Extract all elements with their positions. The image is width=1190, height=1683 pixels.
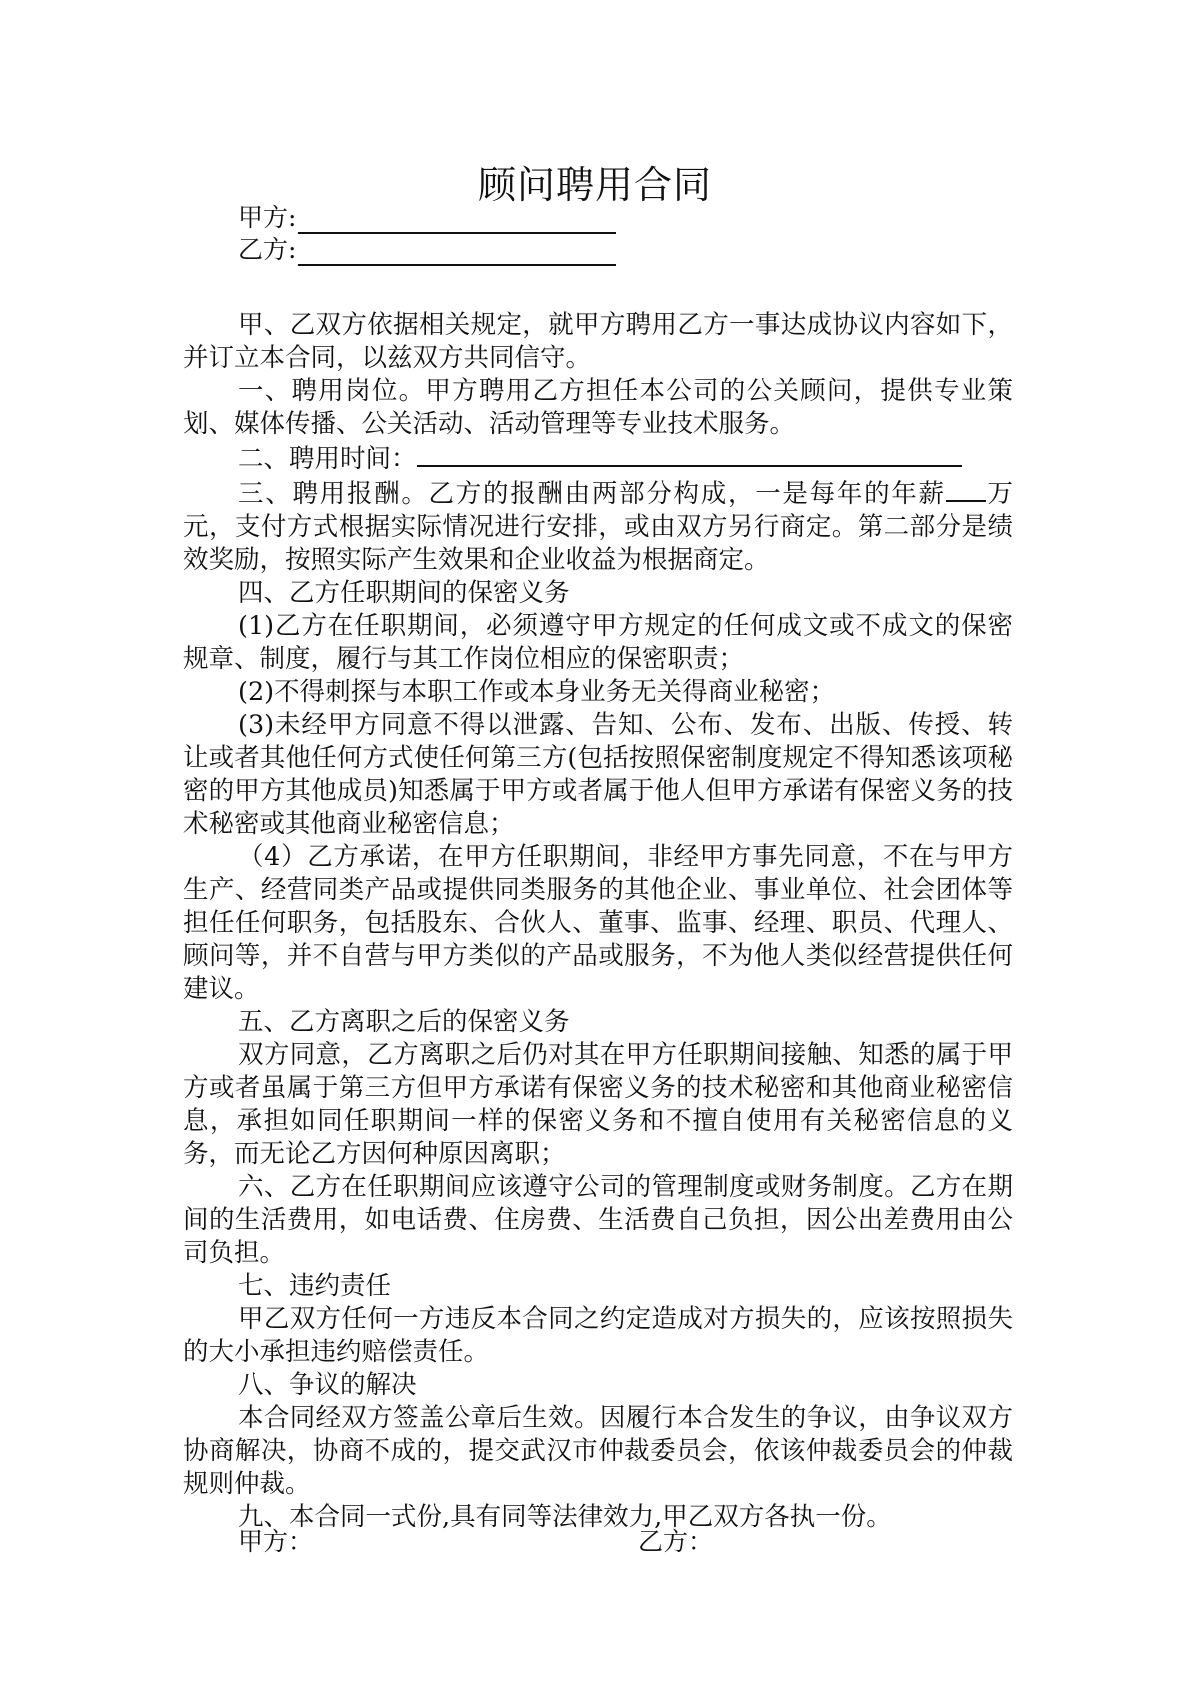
paragraph-intro: 甲、乙双方依据相关规定，就甲方聘用乙方一事达成协议内容如下，并订立本合同，以兹双方共同信守。	[183, 310, 1013, 373]
paragraph-dispute: 本合同经双方签盖公章后生效。因履行本合发生的争议，由争议双方协商解决，协商不成的，提交武汉市仲裁委员会，依该仲裁委员会的仲裁规则仲裁。	[183, 1403, 1013, 1499]
party-b-line	[238, 233, 616, 266]
paragraph-rules: 六、乙方在任职期间应该遵守公司的管理制度或财务制度。乙方在期间的生活费用，如电话费、住房费、生活费自己负担，因公出差费用由公司负担。	[183, 1172, 1013, 1268]
paragraph-liability: 甲乙双方任何一方违反本合同之约定造成对方损失的，应该按照损失的大小承担违约赔偿责任。	[183, 1304, 1013, 1367]
paragraph-confidentiality-4: （4）乙方承诺，在甲方任职期间，非经甲方事先同意，不在与甲方生产、经营同类产品或提供同类服务的其他企业、事业单位、社会团体等担任任何职务，包括股东、合伙人、董事、监事、经理、职员、代理人、顾问等，并不自营与甲方类似的产品或服务，不为他人类似经营提供任何建议。	[183, 842, 1013, 1004]
signature-party-b: 乙方：	[638, 1527, 714, 1556]
party-b-blank	[298, 238, 616, 266]
paragraph-compensation	[183, 476, 1013, 577]
document-title: 顾问聘用合同	[477, 163, 712, 207]
party-a-blank	[298, 206, 616, 234]
paragraph-confidentiality-3: (3)未经甲方同意不得以泄露、告知、公布、发布、出版、传授、转让或者其他任何方式使任何第三方(包括按照保密制度规定不得知悉该项秘密的甲方其他成员)知悉属于甲方或者属于他人但甲方承诺有保密义务的技术秘密或其他商业秘密信息；	[183, 710, 1013, 839]
compensation-text-pre: 三、聘用报酬。乙方的报酬由两部分构成，一是每年的年薪	[238, 479, 946, 509]
contract-body	[183, 309, 1013, 1534]
compensation-text-post: 万元，支付方式根据实际情况进行安排，或由双方另行商定。第二部分是绩效奖励，按照实际产生效果和企业收益为根据商定。	[183, 479, 1013, 575]
paragraph-term	[183, 441, 1013, 476]
paragraph-post-employment: 双方同意，乙方离职之后仍对其在甲方任职期间接触、知悉的属于甲方或者虽属于第三方但甲方承诺有保密义务的技术秘密和其他商业秘密信息，承担如同任职期间一样的保密义务和不擅自使用有关秘密信息的义务，而无论乙方因何种原因离职；	[183, 1040, 1013, 1169]
term-label: 二、聘用时间：	[238, 444, 417, 474]
paragraph-confidentiality-1: (1)乙方在任职期间，必须遵守甲方规定的任何成文或不成文的保密规章、制度，履行与其工作岗位相应的保密职责；	[183, 611, 1013, 674]
party-b-label: 乙方:	[238, 235, 297, 264]
term-blank	[417, 441, 962, 467]
paragraph-dispute-heading: 八、争议的解决	[238, 1370, 417, 1400]
party-a-label: 甲方:	[238, 203, 297, 232]
signature-party-a: 甲方：	[238, 1527, 314, 1556]
paragraph-confidentiality-heading: 四、乙方任职期间的保密义务	[238, 578, 570, 608]
paragraph-confidentiality-2: (2)不得刺探与本职工作或本身业务无关得商业秘密；	[238, 677, 836, 707]
salary-blank	[946, 476, 986, 502]
paragraph-position: 一、聘用岗位。甲方聘用乙方担任本公司的公关顾问，提供专业策划、媒体传播、公关活动、活动管理等专业技术服务。	[183, 376, 1013, 439]
paragraph-copies: 九、本合同一式份,具有同等法律效力,甲乙双方各执一份。	[238, 1502, 892, 1532]
paragraph-liability-heading: 七、违约责任	[238, 1271, 392, 1301]
paragraph-post-employment-heading: 五、乙方离职之后的保密义务	[238, 1007, 570, 1037]
party-a-line	[238, 201, 616, 234]
